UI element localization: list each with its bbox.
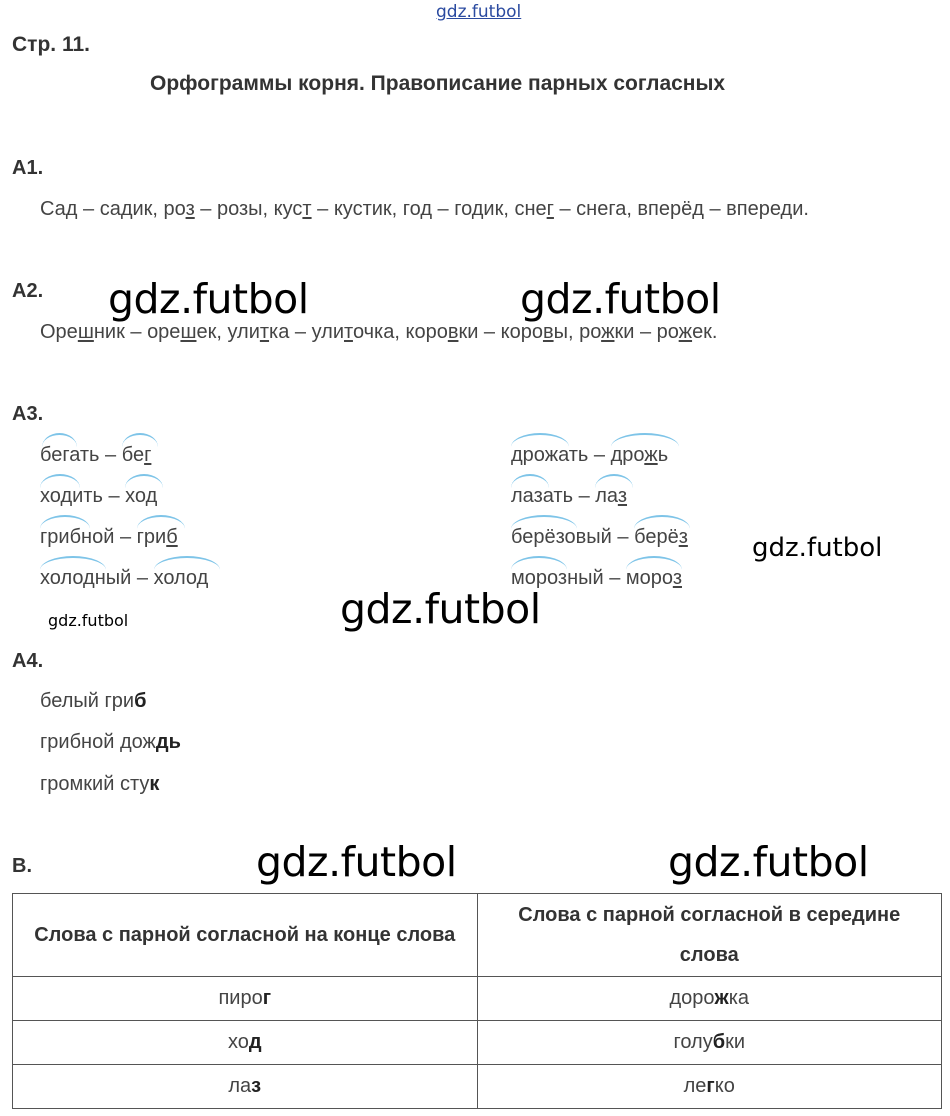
section-a3-label: А3. [12, 403, 44, 425]
a3-right-row: берёзовый – берёз [511, 526, 688, 549]
table-cell: пирог [13, 977, 478, 1021]
page-number: Стр. 11. [12, 33, 90, 56]
a3-left-row: грибной – гриб [40, 526, 178, 549]
watermark: gdz.futbol [752, 533, 883, 563]
table-row [13, 1065, 942, 1109]
watermark: gdz.futbol [48, 611, 129, 630]
a3-left-row: ходить – ход [40, 485, 157, 508]
a3-left-row: холодный – холод [40, 567, 208, 590]
a4-item: грибной дождь [40, 731, 181, 753]
a3-right-row: лазать – лаз [511, 485, 627, 508]
table-cell: легко [477, 1065, 942, 1109]
section-b-label: В. [12, 855, 32, 877]
a3-right-row: дрожать – дрожь [511, 444, 668, 467]
table-header-row [13, 894, 942, 977]
table-row [13, 1021, 942, 1065]
section-a1-text: Сад – садик, роз – розы, куст – кустик, год – годик, снег – снега, вперёд – впереди. [40, 198, 809, 220]
watermark-top: gdz.futbol [436, 2, 522, 22]
section-a1-label: А1. [12, 157, 44, 179]
watermark: gdz.futbol [108, 275, 309, 323]
consonants-table [12, 893, 942, 1109]
page-title: Орфограммы корня. Правописание парных согласных [150, 72, 726, 95]
watermark: gdz.futbol [340, 585, 541, 633]
column-header-end: Слова с парной согласной на конце слова [13, 894, 478, 977]
a3-left-row: бегать – бег [40, 444, 151, 467]
watermark: gdz.futbol [520, 275, 721, 323]
table-cell: лаз [13, 1065, 478, 1109]
table-cell: дорожка [477, 977, 942, 1021]
a4-item: громкий стук [40, 773, 160, 795]
section-a4-label: А4. [12, 650, 44, 672]
table-cell: ход [13, 1021, 478, 1065]
column-header-middle: Слова с парной согласной в середине слова [477, 894, 942, 977]
section-a2-label: А2. [12, 280, 44, 302]
a3-right-row: морозный – мороз [511, 567, 682, 590]
table-row [13, 977, 942, 1021]
watermark: gdz.futbol [256, 838, 457, 886]
section-a2-text: Орешник – орешек, улитка – улиточка, коровки – коровы, рожки – рожек. [40, 321, 718, 343]
table-cell: голубки [477, 1021, 942, 1065]
watermark: gdz.futbol [668, 838, 869, 886]
a4-item: белый гриб [40, 690, 147, 712]
